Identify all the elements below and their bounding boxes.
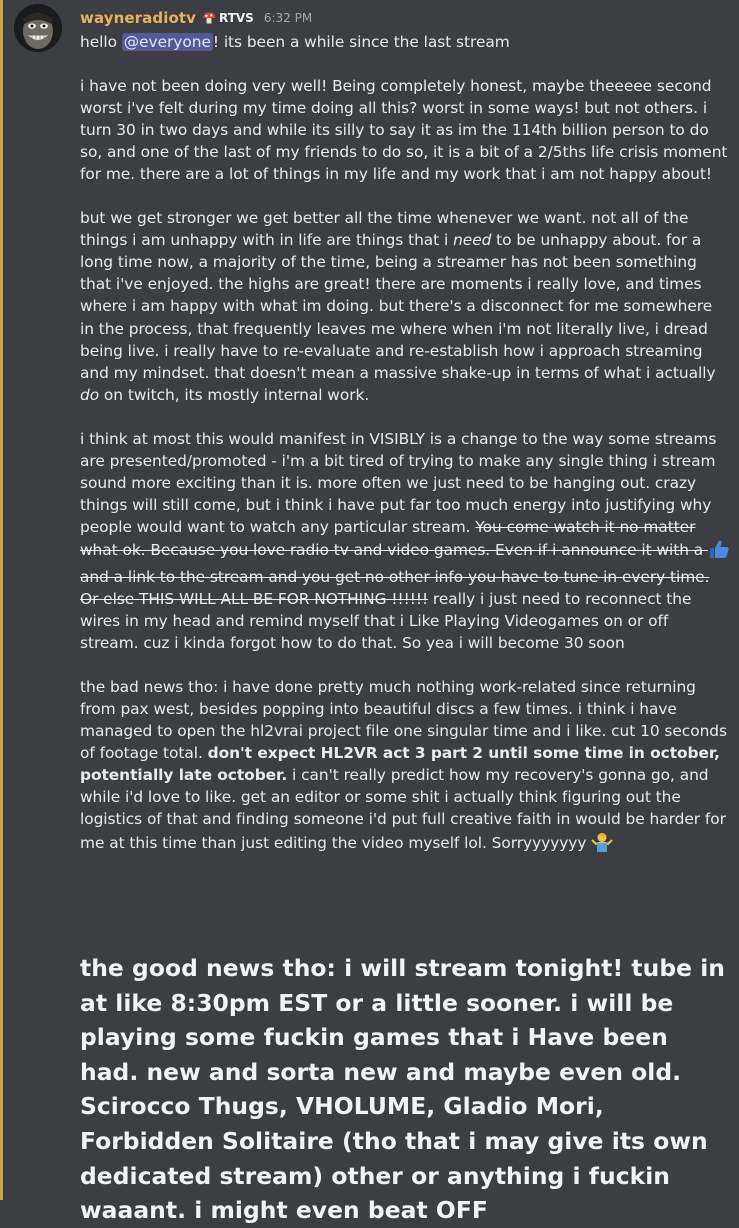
emphasis-do: do <box>80 385 100 404</box>
strikethrough-text-b: and a link to the stream and you get no other info you have to tune in every time. Or else THIS WILL ALL BE FOR NOTHING !!!!!! <box>80 567 710 609</box>
avatar-icon <box>14 4 62 52</box>
paragraph-bad-news <box>80 676 730 858</box>
bad-news-text-a: the bad news tho: i have done pretty much nothing work-related since returning from pax west, besides popping into beautiful discs a few times. i think i have managed to open the hl2vrai project file one singular time and i like. cut 10 seconds of footage total. <box>80 678 727 763</box>
mushroom-icon <box>202 11 216 25</box>
paragraph-streaming <box>80 207 730 405</box>
person-shrugging-emoji <box>591 831 613 859</box>
everyone-mention[interactable]: @everyone <box>123 33 211 51</box>
timestamp[interactable]: 6:32 PM <box>263 11 313 25</box>
promotion-text-b: really i just need to reconnect the wires in my head and remind myself that i Like Playing Videogames on or off stream. cuz i kinda forgot how to do that. So yea i will become 30 soon <box>80 590 692 653</box>
message-header <box>80 7 312 29</box>
paragraph-feelings: i have not been doing very well! Being completely honest, maybe theeeee second worst i've felt during my time doing all this? worst in some ways! but not others. i turn 30 in two days and while its silly to say it as im the 114th billion person to do so, and one of the last of my friends to do so, it is a bit of a 2/5ths life crisis moment for me. there are a lot of things in my life and my work that i am not happy about! <box>80 77 728 184</box>
paragraph-promotion <box>80 428 730 654</box>
paragraph-good-news-heading: the good news tho: i will stream tonight! tube in at like 8:30pm EST or a little sooner. i will be playing some fuckin games that i Have been had. new and sorta new and maybe even old. Scirocco Thugs, VHOLUME, Gladio Mori, Forbidden Solitaire (tho that i may give its own dedicated stream) other or anything i fuckin waaant. i might even beat OFF <box>80 954 725 1225</box>
server-tag-label: RTVS <box>219 11 254 25</box>
bad-news-text-b: i can't really predict how my recovery's gonna go, and while i'd love to like. get an editor or some shit i actually think figuring out the logistics of that and finding someone i'd put full creative faith in would be harder for me at this time than just editing the video myself lol. Sorryyyyyyy <box>80 766 726 852</box>
streaming-text-a: but we get stronger we get better all the time whenever we want. not all of the things i am unhappy with in life are things that i <box>80 209 689 250</box>
streaming-text-c: on twitch, its mostly internal work. <box>99 385 370 404</box>
server-tag[interactable] <box>202 11 254 25</box>
emphasis-need: need <box>453 231 492 250</box>
username[interactable]: wayneradiotv <box>80 9 196 27</box>
greeting-rest: ! its been a while since the last stream <box>212 33 510 51</box>
strikethrough-text-a: You come watch it no matter what ok. Because you love radio tv and video games. Even if i announce it with a <box>80 517 709 559</box>
streaming-text-b: to be unhappy about. for a long time now, a majority of the time, being a streamer has not been something that i've enjoyed. the highs are great! there are moments i really love, and times where i am happy with what im doing. but there's a disconnect for me somewhere in the process, that frequently leaves me where when i'm not literally live, i dread being live. i really have to re-evaluate and re-establish how i approach streaming and my mindset. that doesn't mean a massive shake-up in terms of what i actually <box>80 231 716 382</box>
paragraph-greeting <box>80 31 730 53</box>
bold-hl2vr-note: don't expect HL2VR act 3 part 2 until some time in october, potentially late october. <box>80 744 720 785</box>
highlight-bar <box>0 0 3 1200</box>
user-avatar[interactable] <box>14 4 62 52</box>
promotion-text-a: i think at most this would manifest in VISIBLY is a change to the way some streams are presented/promoted - i'm a bit tired of trying to make any single thing i stream sound more exciting than it is. more often we just need to be hanging out. crazy things will still come, but i think i have put far too much energy into justifying why people would want to watch any particular stream. <box>80 429 717 536</box>
message-content <box>80 31 730 881</box>
thumbs-up-emoji <box>708 538 730 566</box>
greeting-text: hello <box>80 33 122 51</box>
